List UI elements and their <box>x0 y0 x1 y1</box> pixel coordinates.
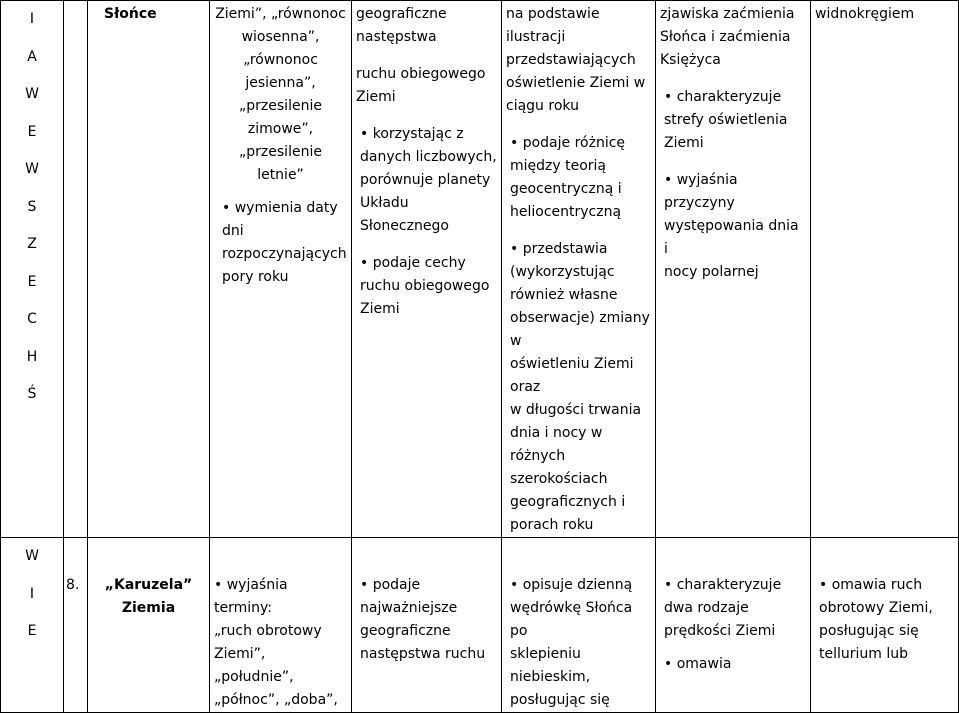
text-line: „przesilenie <box>239 98 322 114</box>
text-line: następstwa <box>356 29 437 45</box>
bullet-item: ruchu obiegowego <box>360 278 490 294</box>
month-column-top <box>1 1 64 538</box>
month-letter: W <box>25 161 39 177</box>
bullet-item: Ziemi <box>360 301 400 317</box>
requirements-extended <box>352 538 502 713</box>
month-letter: A <box>27 48 37 65</box>
bullet-item: obserwacje) zmiany w <box>510 310 650 349</box>
text-line: Ziemi”, „równonoc <box>215 6 346 22</box>
bullet-item: • opisuje dzienną <box>510 574 651 597</box>
month-letter: Ś <box>27 386 37 402</box>
bullet-item: • wyjaśnia terminy: <box>214 574 347 620</box>
text-line: zimowe”, <box>247 121 314 137</box>
bullet-item: oświetleniu Ziemi oraz <box>510 356 634 395</box>
bullet-item: prędkości Ziemi <box>664 623 776 639</box>
lesson-topic <box>88 538 210 713</box>
bullet-item: nocy polarnej <box>664 264 759 280</box>
bullet-item: pory roku <box>222 269 289 285</box>
text-line: ciągu roku <box>506 98 579 114</box>
requirements-full <box>656 1 811 538</box>
lesson-number: 8. <box>64 538 88 713</box>
bullet-item: heliocentryczną <box>510 204 622 220</box>
bullet-item: obrotowy Ziemi, <box>819 600 933 616</box>
text-line: wiosenna”, <box>241 29 320 45</box>
bullet-item: • charakteryzuje <box>664 574 806 597</box>
text-line: na podstawie ilustracji <box>506 6 600 45</box>
topic-line: „Karuzela” <box>104 577 193 593</box>
table-row <box>1 538 959 713</box>
bullet-item: • wyjaśnia przyczyny <box>664 169 806 215</box>
lesson-topic: Słońce <box>88 1 210 538</box>
bullet-item: posługując się <box>819 623 919 639</box>
bullet-item: dni <box>222 223 244 239</box>
bullet-item: • podaje różnicę <box>510 132 651 155</box>
bullet-item: rozpoczynających <box>222 246 347 262</box>
bullet-item: • podaje <box>360 574 497 597</box>
text-line: oświetlenie Ziemi w <box>506 75 646 91</box>
month-letter: W <box>25 548 39 564</box>
month-column-bottom <box>1 538 64 713</box>
bullet-item: • podaje cechy <box>360 252 497 275</box>
bullet-item: danych liczbowych, <box>360 149 497 165</box>
bullet-item: między teorią <box>510 158 607 174</box>
text-line: widnokręgiem <box>815 6 915 22</box>
table-row <box>1 1 959 538</box>
text-line: ruchu obiegowego <box>356 66 486 82</box>
bullet-item: następstwa ruchu <box>360 646 486 662</box>
bullet-item: również własne <box>510 287 618 303</box>
bullet-item: (wykorzystując <box>510 264 615 280</box>
text-line: Słońca i zaćmienia <box>660 29 791 45</box>
bullet-item: występowania dnia i <box>664 218 799 257</box>
text-line: „przesilenie letnie” <box>239 144 322 183</box>
text-line: Księżyca <box>660 52 721 68</box>
lesson-number <box>64 1 88 538</box>
requirements-advanced <box>502 538 656 713</box>
requirements-basic <box>210 538 352 713</box>
bullet-item: najważniejsze <box>360 600 458 616</box>
text-line: „równonoc <box>243 52 318 68</box>
bullet-item: Ziemi”, „południe”, <box>214 646 294 685</box>
month-letter: W <box>25 86 39 102</box>
bullet-item: posługując się <box>510 692 610 708</box>
requirements-extended <box>352 1 502 538</box>
text-line: przedstawiających <box>506 52 636 68</box>
bullet-item: geograficznych i <box>510 494 626 510</box>
text-line: Ziemi <box>356 89 396 105</box>
month-letter: I <box>29 11 35 27</box>
requirements-advanced <box>502 1 656 538</box>
bullet-item: strefy oświetlenia <box>664 112 788 128</box>
bullet-item: dwa rodzaje <box>664 600 749 616</box>
month-letter: I <box>29 585 35 602</box>
requirements-excellent <box>811 538 959 713</box>
text-line: jesienna”, <box>245 75 316 91</box>
requirements-basic <box>210 1 352 538</box>
bullet-item: geograficzne <box>360 623 451 639</box>
bullet-item: szerokościach <box>510 471 608 487</box>
bullet-item: • przedstawia <box>510 238 651 261</box>
bullet-item: wędrówkę Słońca po <box>510 600 633 639</box>
month-letter: S <box>27 198 37 215</box>
bullet-item: • omawia ruch <box>819 574 954 597</box>
bullet-item: • omawia <box>664 653 806 676</box>
month-letter: E <box>27 123 37 140</box>
bullet-item: Ziemi <box>664 135 704 151</box>
bullet-item: porównuje planety <box>360 172 491 188</box>
text-line: geograficzne <box>356 6 447 22</box>
bullet-item: geocentryczną i <box>510 181 622 197</box>
bullet-item: • charakteryzuje <box>664 86 806 109</box>
bullet-item: „północ”, „doba”, <box>214 692 338 708</box>
requirements-full <box>656 538 811 713</box>
bullet-item: sklepieniu niebieskim, <box>510 646 591 685</box>
month-letter: E <box>27 623 37 639</box>
month-letter: C <box>27 311 37 327</box>
topic-line: Ziemia <box>121 600 176 616</box>
bullet-item: tellurium lub <box>819 646 909 662</box>
month-letter: Z <box>27 236 37 252</box>
bullet-item: w długości trwania <box>510 402 642 418</box>
bullet-item: • korzystając z <box>360 123 497 146</box>
bullet-item: porach roku <box>510 517 594 533</box>
text-line: zjawiska zaćmienia <box>660 6 795 22</box>
requirements-excellent <box>811 1 959 538</box>
month-letter: E <box>27 273 37 290</box>
bullet-item: • wymienia daty <box>222 197 347 220</box>
bullet-item: dnia i nocy w różnych <box>510 425 603 464</box>
month-letter: H <box>26 348 38 365</box>
bullet-item: Układu Słonecznego <box>360 195 449 234</box>
bullet-item: „ruch obrotowy <box>214 623 322 639</box>
